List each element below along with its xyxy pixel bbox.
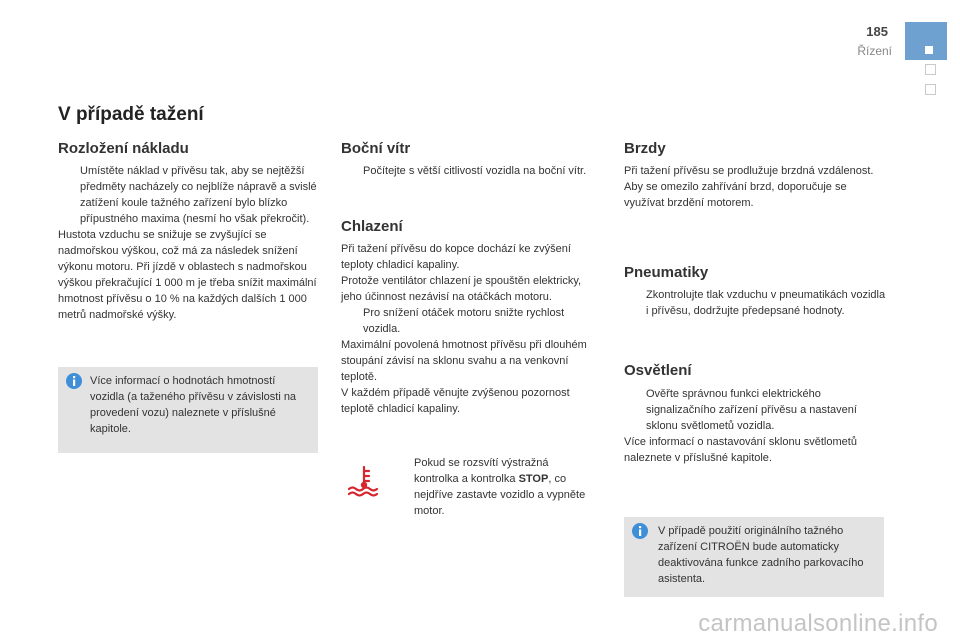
paragraph: Při tažení přívěsu do kopce dochází ke zvýšení teploty chladicí kapaliny. bbox=[341, 243, 571, 271]
page-title: V případě tažení bbox=[58, 104, 204, 125]
column-3-tyres bbox=[624, 287, 886, 319]
info-box bbox=[58, 367, 318, 453]
list-item bbox=[58, 163, 320, 227]
paragraph: Maximální povolená hmotnost přívěsu při dlouhém stoupání závisí na sklonu svahu a na venkovní teplotě. bbox=[341, 339, 587, 383]
column-3-lighting bbox=[624, 386, 886, 466]
chapter-tab[interactable] bbox=[905, 22, 947, 60]
warning-note bbox=[392, 455, 592, 519]
info-text: Více informací o hodnotách hmotností vozidla (a taženého přívěsu v závislosti na provedení vozu) naleznete v příslušné kapitole. bbox=[90, 375, 297, 435]
paragraph: V každém případě věnujte zvýšenou pozornost teplotě chladicí kapaliny. bbox=[341, 387, 570, 415]
chapter-tab-box[interactable] bbox=[925, 84, 936, 95]
chapter-tab-marker bbox=[925, 46, 933, 54]
page-number: 185 bbox=[866, 24, 888, 39]
list-item-text: Ověřte správnou funkci elektrického signalizačního zařízení přívěsu a nastavení sklonu světlometů vozidla. bbox=[646, 388, 857, 432]
heading-brakes: Brzdy bbox=[624, 140, 666, 157]
warning-text-end: , co nejdříve zastavte vozidlo a vypněte motor. bbox=[414, 473, 586, 517]
list-item-text: Pro snížení otáček motoru snižte rychlost vozidla. bbox=[363, 307, 565, 335]
watermark: carmanualsonline.info bbox=[698, 610, 938, 637]
info-icon bbox=[66, 373, 82, 389]
paragraph: Při tažení přívěsu se prodlužuje brzdná vzdálenost. bbox=[624, 165, 874, 177]
paragraph: Aby se omezilo zahřívání brzd, doporučuje se využívat brzdění motorem. bbox=[624, 181, 847, 209]
heading-cooling: Chlazení bbox=[341, 218, 403, 235]
paragraph: Protože ventilátor chlazení je spouštěn elektricky, jeho účinnost nezávisí na otáčkách motoru. bbox=[341, 275, 582, 303]
list-item-text: Počítejte s větší citlivostí vozidla na boční vítr. bbox=[363, 165, 587, 177]
list-item bbox=[624, 287, 886, 319]
list-item-text: Zkontrolujte tlak vzduchu v pneumatikách vozidla i přívěsu, dodržujte předepsané hodnoty. bbox=[646, 289, 886, 317]
column-2-body bbox=[341, 241, 603, 417]
section-title: Řízení bbox=[857, 44, 892, 58]
heading-tyres: Pneumatiky bbox=[624, 264, 709, 281]
list-item-text: Umístěte náklad v přívěsu tak, aby se nejtěžší předměty nacházely co nejblíže nápravě a svislé zatížení koule tažného zařízení bylo blízko přípustného maxima (nesmí ho však překročit). bbox=[80, 165, 317, 225]
chapter-tab-box[interactable] bbox=[925, 64, 936, 75]
info-text: V případě použití originálního tažného zařízení CITROËN bude automaticky deaktivována funkce zadního parkovacího asistenta. bbox=[658, 525, 864, 585]
column-2-top bbox=[341, 163, 603, 179]
stop-label: STOP bbox=[518, 473, 549, 485]
list-item bbox=[624, 386, 886, 434]
list-item bbox=[341, 163, 603, 179]
paragraph: Hustota vzduchu se snižuje se zvyšující se nadmořskou výškou, což má za následek snížení výkonu motoru. Při jízdě v oblastech s nadmořskou výškou překračující 1 000 m je třeba snížit maximální hmotnost přívěsu o 10 % na každých dalších 1 000 metrů nadmořské výšky. bbox=[58, 229, 317, 321]
heading-lighting: Osvětlení bbox=[624, 362, 692, 379]
warning-text bbox=[414, 457, 585, 517]
info-icon bbox=[632, 523, 648, 539]
warning-text-start: Pokud se rozsvítí výstražná kontrolka a kontrolka bbox=[414, 457, 549, 485]
paragraph: Více informací o nastavování sklonu světlometů naleznete v příslušné kapitole. bbox=[624, 436, 857, 464]
list-item bbox=[341, 305, 603, 337]
coolant-temperature-warning-icon bbox=[346, 465, 382, 497]
column-3-top bbox=[624, 163, 886, 211]
heading-load-distribution: Rozložení nákladu bbox=[58, 140, 189, 157]
list-item bbox=[392, 455, 592, 519]
column-1 bbox=[58, 163, 320, 323]
heading-crosswind: Boční vítr bbox=[341, 140, 411, 157]
info-box bbox=[624, 517, 884, 597]
